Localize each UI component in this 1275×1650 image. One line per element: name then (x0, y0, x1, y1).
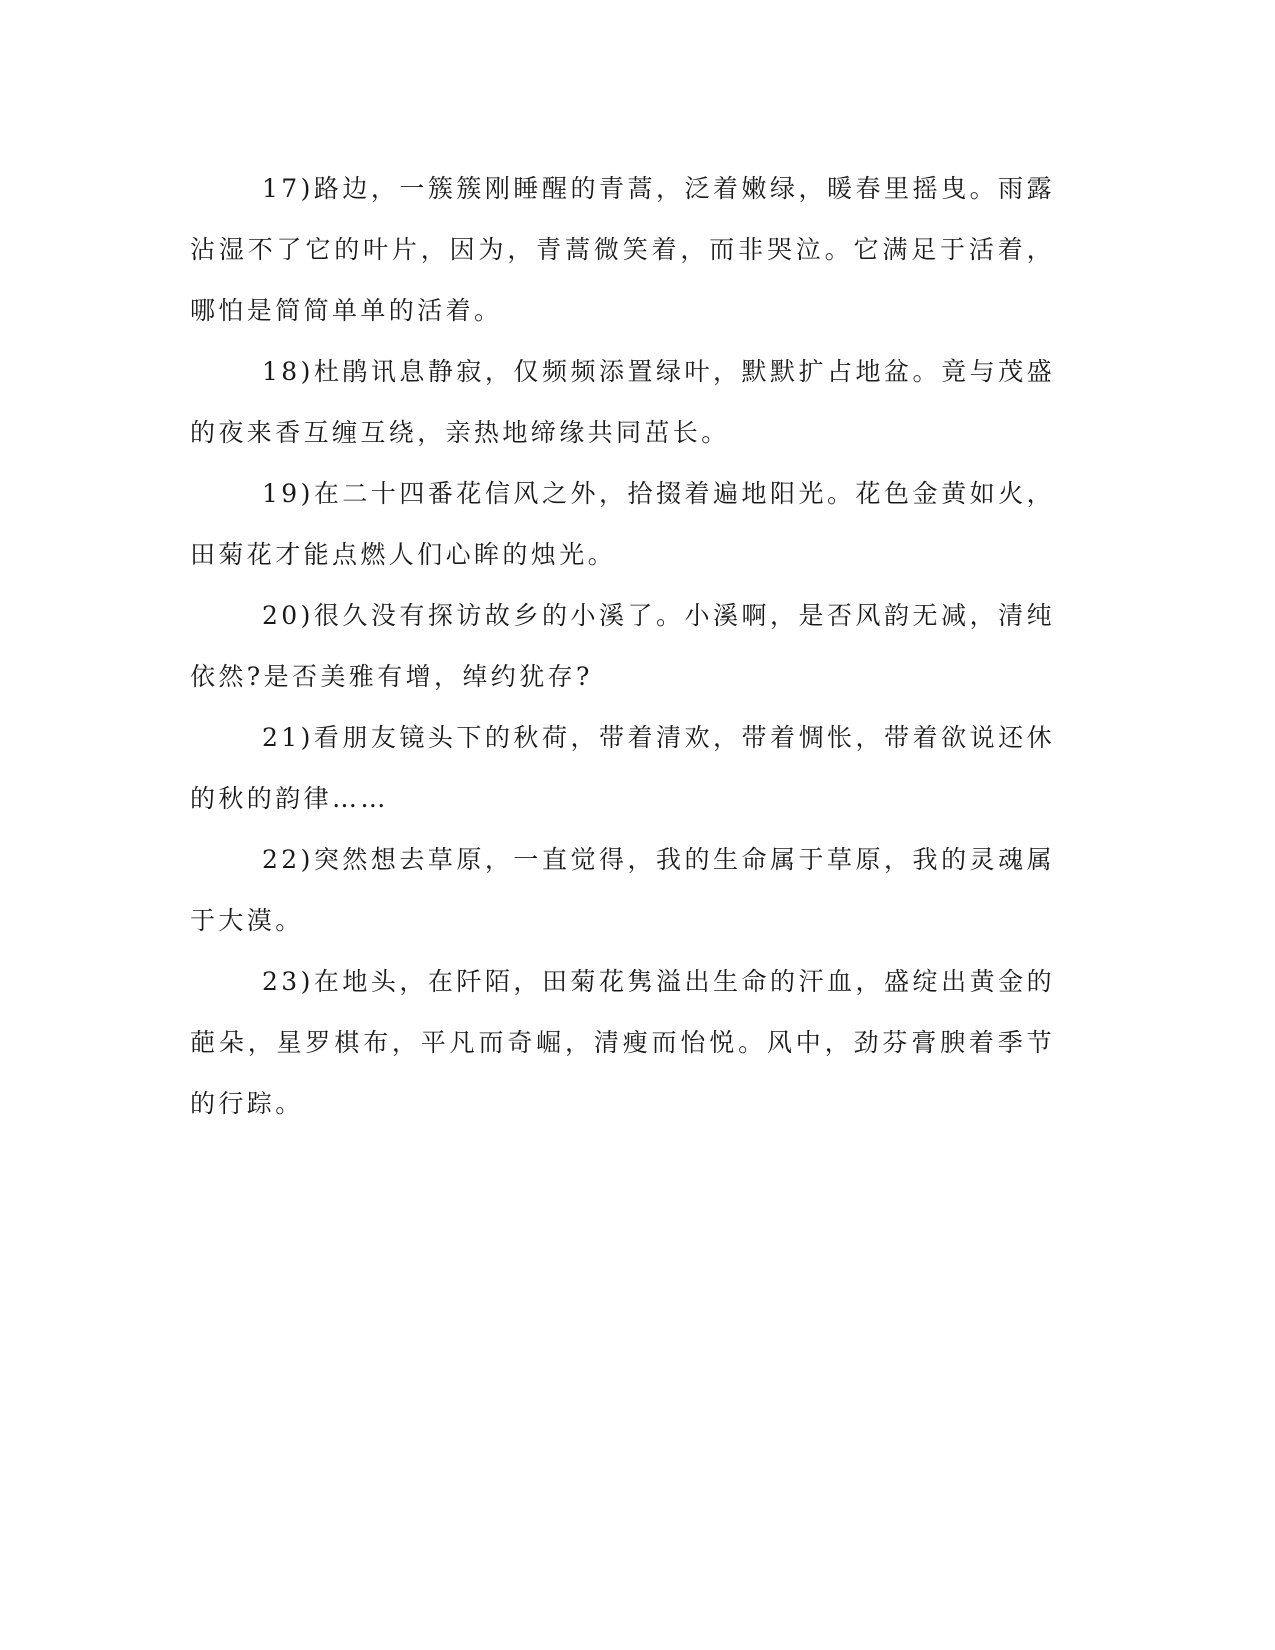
paragraph-17: 17)路边，一簇簇刚睡醒的青蒿，泛着嫩绿，暖春里摇曳。雨露沾湿不了它的叶片，因为，青蒿微笑着，而非哭泣。它满足于活着，哪怕是简简单单的活着。 (190, 174, 1055, 325)
paragraph-23: 23)在地头，在阡陌，田菊花隽溢出生命的汗血，盛绽出黄金的葩朵，星罗棋布，平凡而奇崛，清瘦而怡悦。风中，劲芬膏腴着季节的行踪。 (190, 967, 1055, 1118)
paragraph-22: 22)突然想去草原，一直觉得，我的生命属于草原，我的灵魂属于大漠。 (190, 845, 1055, 935)
paragraph-19: 19)在二十四番花信风之外，拾掇着遍地阳光。花色金黄如火，田菊花才能点燃人们心眸的烛光。 (190, 479, 1055, 569)
document-body (190, 158, 1055, 1134)
paragraph-20: 20)很久没有探访故乡的小溪了。小溪啊，是否风韵无减，清纯依然?是否美雅有增，绰约犹存? (190, 601, 1055, 691)
paragraph-21: 21)看朋友镜头下的秋荷，带着清欢，带着惆怅，带着欲说还休的秋的韵律…… (190, 723, 1055, 813)
paragraph-18: 18)杜鹃讯息静寂，仅频频添置绿叶，默默扩占地盆。竟与茂盛的夜来香互缠互绕，亲热地缔缘共同茁长。 (190, 357, 1055, 447)
